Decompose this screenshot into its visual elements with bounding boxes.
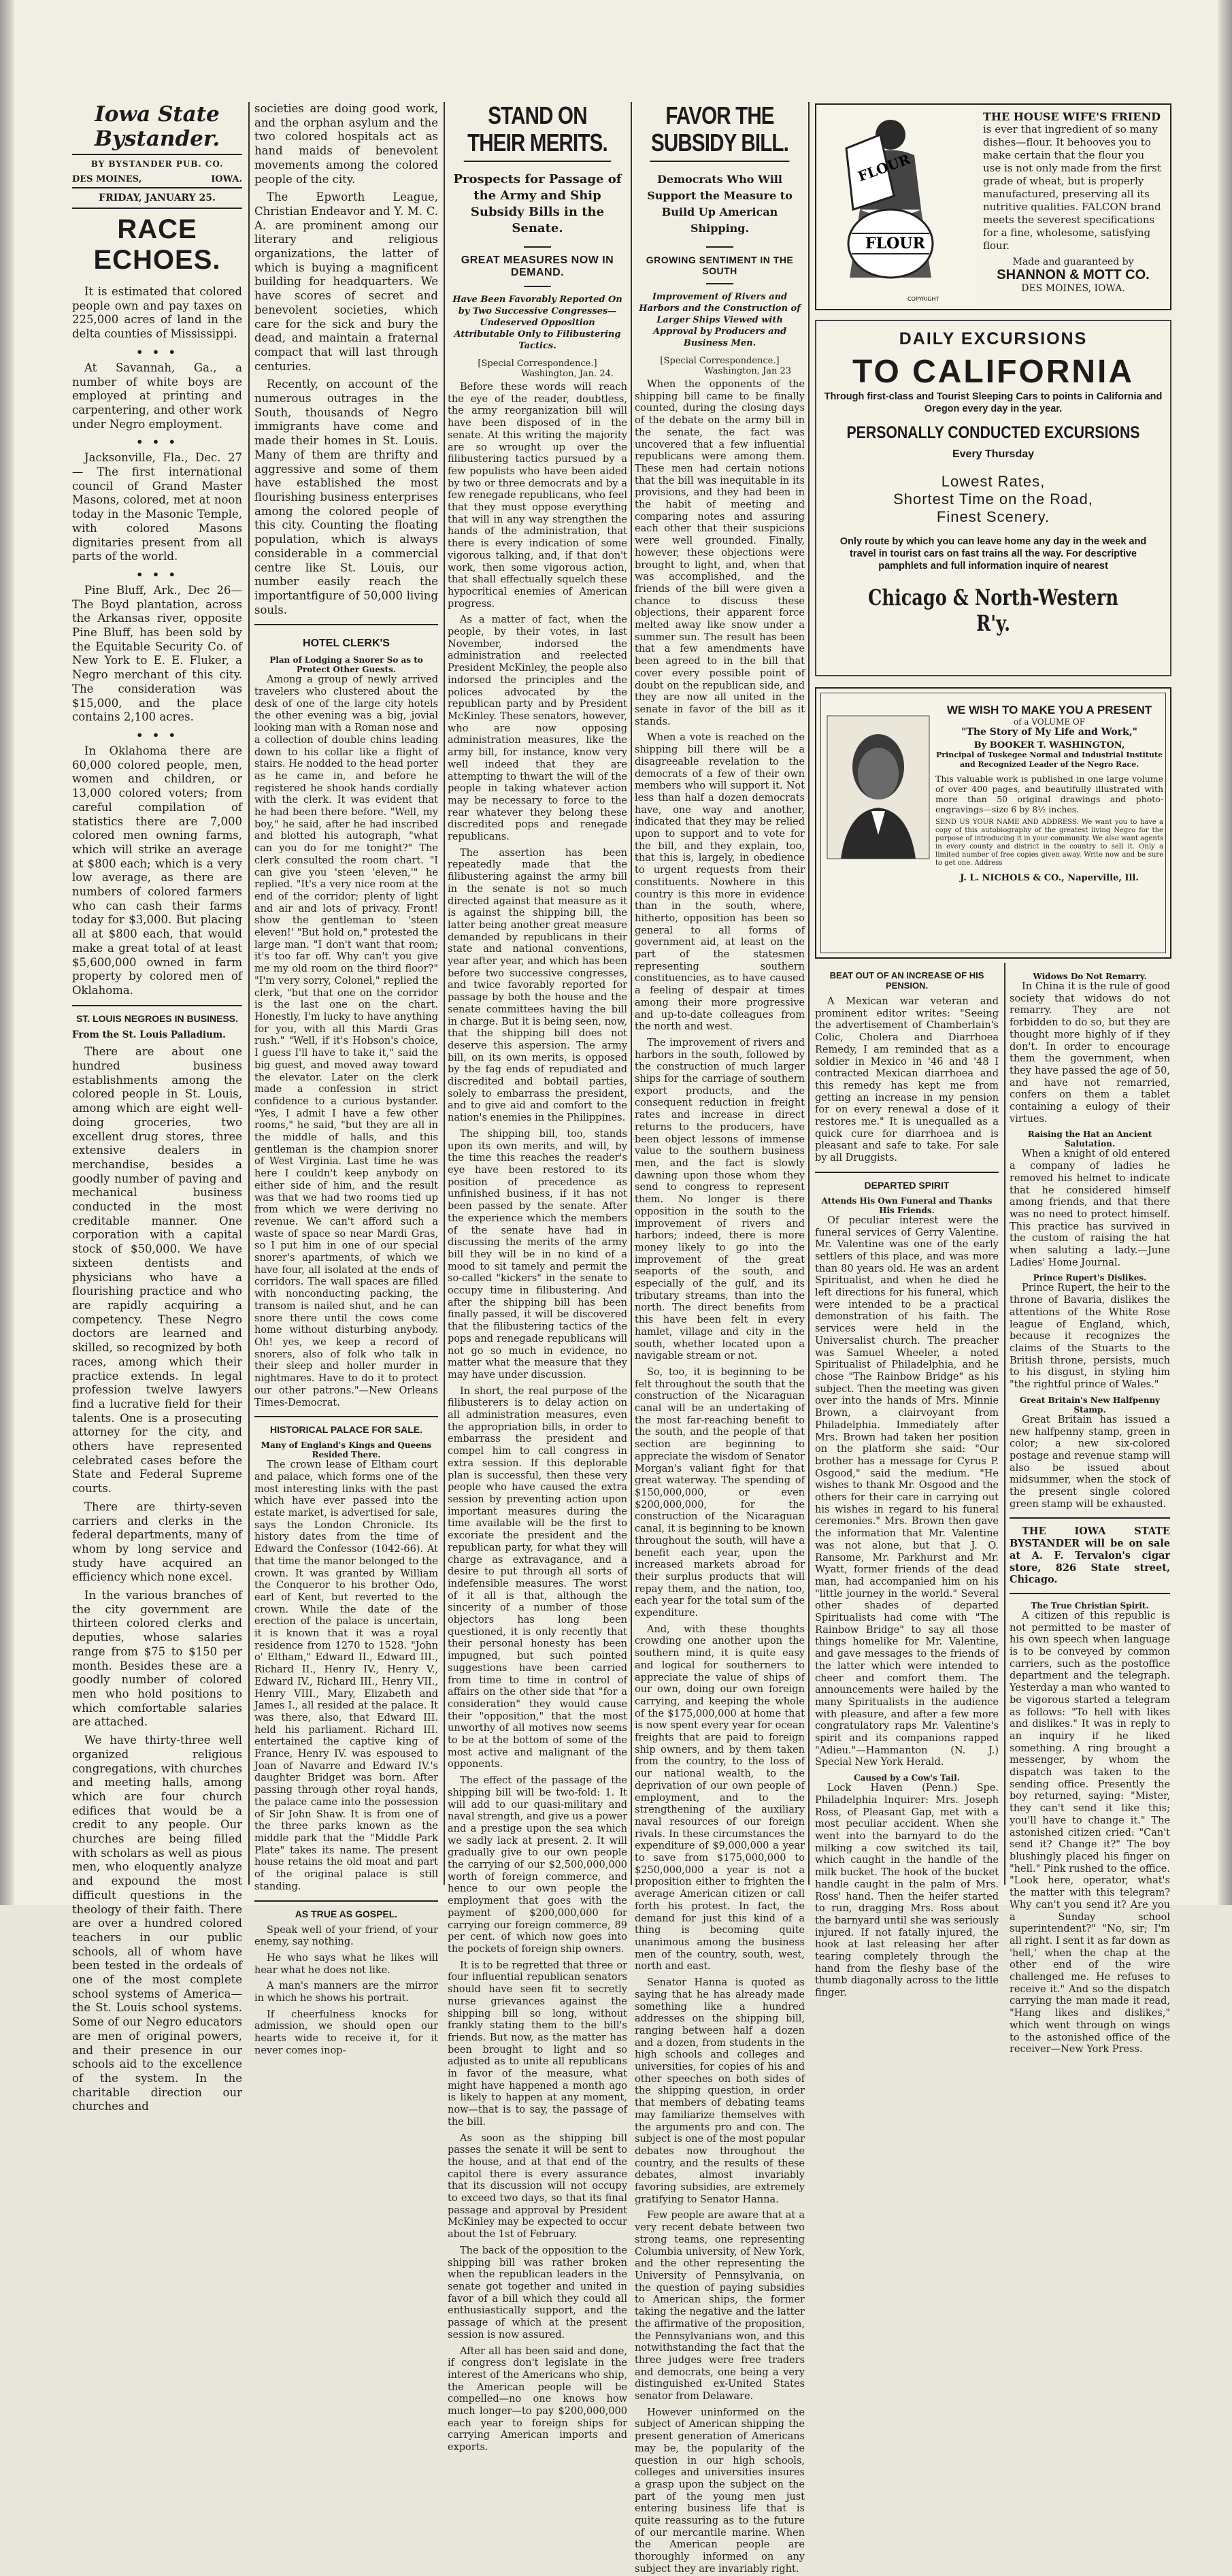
news-paragraph: societies are doing good work, and the orphan asylum and the two colored hospitals act as hand maids of benevolent movements among the colored people of the city. [254,102,438,186]
news-paragraph: The assertion has been repeatedly made that the filibustering against the army bill in the senate is not so much directed against that measure as it is against the shipping bill, the latter being another great measure demanded by republicans in their state and national conventions, year after year, and which has been before two successive congresses, and twice favorably reported for passage by both the house and the senate committees having the bill in charge. But it is being seen, now, that the shipping bill does not deserve this aspersion. The army bill, on its own merits, is opposed by the fag ends of repudiated and discredited and bobtail parties, solely to embarrass the president, and to give aid and comfort to the nation's enemies in the Philippines. [448,847,627,1124]
excursion-heading: DAILY EXCURSIONS [899,329,1088,348]
article-source: From the St. Louis Palladium. [72,1029,226,1040]
news-paragraph: As a matter of fact, when the people, by their votes, in last November, indorsed the administration and reelected President McKinley, the people also indorsed the principles and the polices advocated by the republican party and by President McKinley. These senators, however, who are now opposing administration measures, like the army bill, for instance, know very well indeed that they are attempting to thwart the will of the people in taking whatever action may be necessary to force to the rear whatever they belong these discredited pops and renegade republicans. [448,614,627,843]
article-title: HOTEL CLERK'S [303,638,390,650]
separator-dots: • • • [136,435,178,449]
book-ad-text [935,704,1163,883]
flour-barrel-label: FLOUR [865,235,925,252]
news-paragraph: As soon as the shipping bill passes the senate it will be sent to the house, and at that end of the capitol there is every assurance that its discussion will not occupy to exceed two days, so that its final passage and approval by President McKinley may be expected to occur about the 1st of February. [448,2132,627,2241]
book-author: By BOOKER T. WASHINGTON, [973,740,1125,750]
news-paragraph: We have thirty-three well organized religious congregations, with churches and meeting halls, among which are four church edifices that would be a credit to any people. Our churches are being filled with scholars as well as pious men, who eloquently analyze and expound the most difficult questions in the theology of their faith. There are over a hundred colored teachers in our public schools, all of whom have been tested in the ordeals of one of the most complete school systems of America—the St. Louis school systems. Some of our Negro educators are men of original powers, and their presence in our schools aid to the excellence of the system. In the charitable direction our churches and [72,1734,242,2113]
divider [706,246,733,248]
route-info: Only route by which you can leave home any day in the week and travel in tourist cars on fast trains all the way. For descriptive pamphlets and full information inquire of nearest [839,536,1147,572]
book-ad-address: J. L. NICHOLS & CO., Naperville, Ill. [960,873,1139,883]
article-title: DEPARTED SPIRIT [864,1179,950,1191]
news-paragraph: The shipping bill, too, stands upon its own merits, and will, by the time this reaches the reader's eye have been restored to its position of precedence as unfinished business, if it has not been passed by the senate. After the experience which the members of the senate have had in discussing the merits of the army bill they will be in no kind of a mood to sit tamely and permit the so-called "kickers" in the senate to occupy time in filibustering. And after the shipping bill has been finally passed, it will be discovered that the filibustering tactics of the pops and renegade republicans will not go so much in evidence, no matter what the measure that they may have under discussion. [448,1128,627,1381]
column-1 [72,102,242,2113]
article-title: BEAT OUT OF AN INCREASE OF HIS PENSION. [829,970,984,991]
separator-dots: • • • [136,728,178,742]
shortest-time: Shortest Time on the Road, [893,491,1093,508]
news-paragraph: After all has been said and done, if congress don't legislate in the interest of the Americans who ship, the American people will be compelled—no one knows how much longer—to pay $200,000,000 each year to foreign ships for carrying American imports and exports. [448,2345,627,2454]
issue-date: FRIDAY, JANUARY 25. [72,188,242,209]
news-paragraph: And, with these thoughts crowding one another upon the southern mind, it is quite easy and logical for southerners to appreciate the value of ships of our own, doing our own foreign carrying, and keeping the whole of the $175,000,000 at home that is now spent every year for ocean freights that are paid to foreign ship owners, and by them taken from the country, to the loss of our national wealth, to the deprivation of our own people of employment, and to the strengthening of the auxiliary naval resources of our foreign rivals. In these circumstances the expenditure of $9,000,000 a year to save from $175,000,000 to $250,000,000 a year is not a proposition either to frighten the average American citizen or call forth his protest. In fact, the demand for just this kind of a thing is becoming quite unanimous among the business men of the country, south, west, north and east. [635,1623,805,1972]
news-paragraph: A man's manners are the mirror in which he shows his portrait. [254,1981,438,2004]
finest-scenery: Finest Scenery. [936,508,1050,525]
news-paragraph: The Epworth League, Christian Endeavor and Y. M. C. A. are prominent among our literary and religious organizations, the latter of which is buying a magnificent building for headquarters. We have scores of secret and benevolent societies, which care for the sick and bury the dead, and maintain a fraternal compact that will last through centuries. [254,191,438,373]
column-rule [444,102,445,1885]
section-title: RACE ECHOES. [93,214,221,275]
news-paragraph: Pine Bluff, Ark., Dec 26—The Boyd plantation, across the Arkansas river, opposite Pine Bluff, has been sold by the Equitable Security Co. of New York to E. E. Fluker, a Negro merchant of this city. The consideration was $15,000, and the place contains 2,100 acres. [72,583,242,724]
correspondence-date: Washington, Jan 23 [704,366,791,376]
masthead-title: Iowa State Bystander. [72,102,242,155]
book-advertisement [815,687,1171,959]
news-paragraph: Recently, on account of the numerous outrages in the South, thousands of Negro immigrants have come and made their homes in St. Louis. Many of them are thrifty and aggressive and some of them have established the most flourishing business enterprises among the colored people of this city. Counting the floating population, which is always considerable in a commercial centre like St. Louis, our number easily reach the importantfigure of 50,000 living souls. [254,378,438,616]
flour-illustration [819,108,976,305]
railway-advertisement [815,320,1171,676]
news-paragraph: Jacksonville, Fla., Dec. 27— The first international council of Grand Master Masons, colored, met at noon today in the Masonic Temple, with colored Masons dignitaries present from all parts of the world. [72,451,242,563]
correspondence-date: Washington, Jan. 24. [521,369,614,379]
book-ad-sub: of a VOLUME OF [1013,717,1086,727]
article-title: Caused by a Cow's Tail. [854,1773,960,1783]
correspondence-label: [Special Correspondence.] [660,356,780,366]
news-paragraph: When the opponents of the shipping bill came to be finally counted, during the closing days of the debate on the army bill in the senate, the fact was uncovered that a few influential republicans were among them. These men had certain notions that the bill was inequitable in its provisions, and they had been in the habit of meeting and comparing notes and assuring each other that their suspicions were well grounded. Finally, however, these objections were brought to light, and, when that was accomplished, and the friends of the bill were given a chance to discuss these objections, their apparent force melted away like snow under a summer sun. The result has been that a few amendments have been agreed to in the bill that cover every possible point of doubt on the republican side, and they are now all united in the senate in favor of the bill as it stands. [635,379,805,727]
column-5 [815,966,999,1999]
divider [254,1416,438,1417]
divider [815,1172,999,1173]
article-title: Great Britain's New Halfpenny Stamp. [1019,1395,1161,1415]
flour-ad-text [983,110,1163,294]
news-paragraph: However uninformed on the subject of American shipping the present generation of Americans may be, the popularity of the question in our high schools, colleges and universities insures a grasp upon the subject on the part of the young men just entering business life that is quite reassuring as to the future of our mercantile marine. When the American people are thoroughly informed on any subject they are invariably right. [635,2407,805,2575]
news-paragraph: Before these words will reach the eye of the reader, doubtless, the army reorganization bill will have been disposed of in the senate. At this writing the majority are so wrought up over the filibustering tactics pursued by a few populists who have been aided by two or three democrats and by a few renegade republicans, who feel that they must oppose everything that will in any way strengthen the hands of the administration, that there is every indication of some vigorous talking, and, if that don't work, then some vigorous action, that shall effectually squelch these hypocritical enemies of American progress. [448,382,627,610]
news-paragraph: The improvement of rivers and harbors in the south, followed by the construction of much larger ships for the carriage of southern export products, and the consequent reduction in freight rates and increase in direct returns to the producers, have been object lessons of immense value to the southern business men, and the fact is slowly dawning upon those whom they send to congress to represent them. No longer is there opposition in the south to the improvement of rivers and harbors; indeed, there is more money likely to go into the improvement of the great seaports of the south, and especially of the gulf, and its tributary streams, than into the north. The direct benefits from this have been felt in every hamlet, village and city in the south, whether located upon a navigable stream or not. [635,1037,805,1362]
divider [72,1005,242,1006]
news-paragraph: He who says what he likes will hear what he does not like. [254,1952,438,1976]
column-3 [448,101,627,2454]
news-paragraph: A Mexican war veteran and prominent editor writes: "Seeing the advertisement of Chamberlain's Colic, Cholera and Diarrhoea Remedy, I am reminded that as a soldier in Mexico in '46 and '48 I contracted Mexican diarrhoea and this remedy has kept me from getting an increase in my pension for on every renewal a dose of it restores me." It is unequalled as a quick cure for diarrhoea and is pleasant and safe to take. For sale by all Druggists. [815,996,999,1164]
news-paragraph: In China it is the rule of good society that widows do not remarry. They are not forbidden to do so, but they are thought more highly of if they don't. In order to encourage them the government, when they have passed the age of 50, and have not remarried, confers on them a tablet containing a eulogy of their virtues. [1010,981,1170,1125]
article-title: The True Christian Spirit. [1031,1600,1149,1611]
article-deck: Plan of Lodging a Snorer So as to Protect Other Guests. [269,655,423,675]
news-paragraph: So, too, it is beginning to be felt throughout the south that the construction of the Nicaraguan canal will be an undertaking of the most far-reaching benefit to the south, and the people of that section are beginning to appreciate the wisdom of Senator Morgan's valiant fight for that great waterway. The spending of $150,000,000, or even $200,000,000, for the construction of the Nicaraguan canal, it is beginning to be known throughout the south, will have a benefit each year, upon the increased markets abroad for their surplus products that will repay them, and the nation, too, each year for the total sum of the expenditure. [635,1366,805,1619]
flour-ad-heading: THE HOUSE WIFE'S FRIEND [983,110,1161,123]
divider [254,1900,438,1902]
flour-banner-label: FLOUR [855,150,913,185]
divider [1010,1517,1170,1519]
news-paragraph: When a knight of old entered a company of ladies he removed his helmet to indicate that he considered himself among friends, and that there was no need to protect himself. This practice has survived in the custom of raising the hat when saluting a lady.—June Ladies' Home Journal. [1010,1149,1170,1268]
news-paragraph: The effect of the passage of the shipping bill will be two-fold: 1. It will add to our quasi-military and naval strength, and give us a power and a prestige upon the sea which we sadly lack at present. 2. It will gradually give to our own people the carrying of our $2,500,000,000 worth of foreign commerce, and hence to our own people the employment that goes with the payment of $200,000,000 for carrying our foreign commerce, 89 per cent. of which now goes into the pockets of foreign ship owners. [448,1775,627,1955]
news-paragraph: The crown lease of Eltham court and palace, which forms one of the most interesting links with the past which have ever passed into the estate market, is advertised for sale, says the London Chronicle. Its history dates from the time of Edward the Confessor (1042-66). At that time the manor belonged to the crown. It was granted by William the Conqueror to his brother Odo, earl of Kent, but reverted to the crown. While the date of the erection of the palace is uncertain, it is known that it was a royal residence from 1270 to 1528. "John o' Eltham," Edward II., Edward III., Richard II., Henry IV., Henry V., Edward IV., Richard III., Henry VII., Henry VIII., Mary, Elizabeth and James I., all resided at the palace. It was there, also, that Edward III. held his parliament. Richard III. entertained the captive king of France, Henry IV. was espoused to Joan of Navarre and Edward IV.'s daughter Bridget was born. After passing through other royal hands, the palace came into the possession of Sir John Shaw. It is from one of the three parks known as the middle park that the "Middle Park Plate" takes its name. The present house retains the old moat and part of the original palace is still standing. [254,1459,438,1892]
news-paragraph: It is estimated that colored people own and pay taxes on 225,000 acres of land in the delta counties of Mississippi. [72,285,242,341]
news-paragraph: There are thirty-seven carriers and clerks in the federal departments, many of whom by long service and study have acquired an efficiency which none excel. [72,1500,242,1584]
book-ad-body: This valuable work is published in one large volume of over 400 pages, and beautifully illustrated with more than 50 original drawings and photo-engravings—size 6 by 8½ inches. [935,774,1163,814]
column-rule [631,102,632,1885]
news-paragraph: A citizen of this republic is not permitted to be master of his own speech when language is to be conveyed by common carriers, such as the postoffice department and the telegraph. Yesterday a man who wanted to be vigorous started a telegram as follows: "To hell with likes and dislikes." It was in reply to an inquiry if he liked something. A ring brought a messenger, by whom the dispatch was taken to the sending office. Presently the boy returned, saying: "Mister, they can't send it like this; you'll have to change it." The astonished citizen cried: "Can't send it? Change it?" The boy blushingly placed his finger on "hell." Pink rushed to the office. "Look here, operator, what's the matter with this telegram? Why can't you send it? Are you a Sunday school superintendent?" "No, sir; I'm all right. I sent it as far down as 'hell,' when the chap at the other end of the wire challenged me. He refuses to receive it." And so the dispatch carrying the man made it read, "Hang likes and dislikes," which went through on wings to the astonished office of the receiver—New York Press. [1010,1610,1170,2055]
every-thursday: Every Thursday [952,448,1035,460]
article-deck: Attends His Own Funeral and Thanks His Friends. [821,1195,993,1215]
lowest-rates: Lowest Rates, [941,473,1046,490]
masthead-location [72,171,242,188]
article-title: HISTORICAL PALACE FOR SALE. [269,1424,422,1436]
article-title: Widows Do Not Remarry. [1033,972,1147,981]
flour-ad-city: DES MOINES, IOWA. [1021,283,1125,294]
news-paragraph: In the various branches of the city government are thirteen colored clerks and deputies, whose salaries range from $75 to $150 per month. Besides these are a goodly number of colored men who hold positions to which comfortable salaries are attached. [72,1589,242,1729]
news-paragraph: Senator Hanna is quoted as saying that he has already made something like a hundred addresses on the shipping bill, ranging between half a dozen and a dozen, from students in the high schools and colleges and universities, for copies of his and other speeches on both sides of the shipping question, in order that members of debating teams may familiarize themselves with the arguments pro and con. The subject is one of the most popular debates now throughout the country, and the results of these debates, almost invariably favoring subsidies, are extremely gratifying to Senator Hanna. [635,1977,805,2205]
author-title: Principal of Tuskegee Normal and Industrial Institute and Recognized Leader of the Negro Race. [936,750,1163,769]
news-paragraph: Of peculiar interest were the funeral services of Gerry Valentine. Mr. Valentine was one of the early settlers of this place, and was more than 80 years old. He was an ardent Spiritualist, and when he died he left directions for his funeral, which were intended to be a practical demonstration of his faith. The services were held in the Universalist church. The preacher was Samuel Wheeler, a noted Spiritualist of Philadelphia, and he chose "The Rainbow Bridge" as his subject. Then the meeting was given over into the hands of Mrs. Minnie Brown, a clairvoyant from Philadelphia. Immediately after Mrs. Brown had taken her position on the platform she said: "Our brother has a message for Cyrus P. Osgood," said the medium. "He wishes to thank Mr. Osgood and the others for their care in carrying out his wishes in regard to his funeral ceremonies." Mrs. Brown then gave the information that Mr. Valentine was not alone, but that J. O. Ransome, Mr. Parkhurst and Mr. Wyatt, former friends of the dead man, had accompanied him on his "little journey in the world." Several other shades of departed Spiritualists had come with "The Rainbow Bridge" to say all those things homelike for Mr. Valentine, and gave messages to the friends of the latter which were intended to cheer and comfort them. The announcements were hailed by the many Spiritualists in the audience with pleasure, and after a few more congratulatory raps Mr. Valentine's spirit and its companions rapped "Adieu."—Hammanton (N. J.) Special New York Herald. [815,1215,999,1768]
railway-name: Chicago & North-Western R'y. [868,584,1118,636]
news-paragraph: When a vote is reached on the shipping bill there will be a disagreeable revelation to the democrats of a few of their own members who will support it. Not less than half a dozen democrats have, one way and another, indicated that they may be relied upon to support and to vote for the bill, and they explain, too, that this is, largely, in obedience to urgent requests from their constituents. Nowhere in this country is this more in evidence than in the south, where, hitherto, opposition has been so general to all forms of government aid, at least on the part of the statesmen representing southern constituencies, as to have caused a feeling of despair at times among their more progressive and up-to-date colleagues from the north and west. [635,732,805,1033]
flour-ad-maker: SHANNON & MOTT CO. [997,267,1150,282]
headline-subdeck: GREAT MEASURES NOW IN DEMAND. [461,254,614,278]
separator-dots: • • • [136,345,178,359]
flour-advertisement [815,103,1171,310]
news-paragraph: Speak well of your friend, of your enemy, say nothing. [254,1924,438,1948]
column-6 [1010,966,1170,2055]
masthead-publisher: BY BYSTANDER PUB. CO. [90,159,224,169]
book-ad-send: SEND US YOUR NAME AND ADDRESS. We want you to have a copy of this autobiography of the greatest living Negro for the purpose of introducing it in your community. We also want agents in every county and district in the country to sell it. Only a limited number of free copies given away. Write now and be sure to get one. Address [935,819,1163,867]
headline-deck: Prospects for Passage of the Army and Ship Subsidy Bills in the Senate. [453,172,622,235]
portrait-illustration [827,716,929,859]
masthead-state: IOWA. [211,174,242,184]
correspondence-label: [Special Correspondence.] [478,359,597,369]
news-paragraph: Great Britain has issued a new halfpenny stamp, green in color; a new six-colored postage and revenue stamp will also be issued about midsummer, when the stock of the present single colored green stamp will be exhausted. [1010,1414,1170,1510]
flour-copyright: COPYRIGHT [908,296,939,302]
page-edge-right [1218,0,1232,1905]
headline-summary: Have Been Favorably Reported On by Two Successive Congresses—Undeserved Opposition Attributable Only to Filibustering Tactics. [452,295,622,351]
news-paragraph: It is to be regretted that three or four influential republican senators should have seen fit to secretly nurse grievances against the shipping bill so long, without frankly stating them to the bill's friends. But now, as the matter has been brought to light and so adjusted as to unite all republicans in favor of the measure, what might have happened a month ago is likely to happen at any moment, now—that is to say, the passage of the bill. [448,1960,627,2128]
headline-deck: Democrats Who Will Support the Measure to Build Up American Shipping. [647,173,793,235]
news-paragraph: The back of the opposition to the shipping bill was rather broken when the republican leaders in the senate got together and united in favor of a bill which they could all enthusiastically support, and the passage of which at the present session is now assured. [448,2245,627,2341]
news-paragraph: In short, the real purpose of the filibusterers is to delay action on all administration measures, even the appropriation bills, in order to embarrass the president and compel him to call congress in extra session. If this deplorable plan is successful, then these very people who have caused the extra session by preventing action upon important measures during the time available will be the first to excoriate the president and the republican party, for what they will charge as extravagance, and a desire to put through all sorts of indefensible measures. The worst of it all is that, although the sincerity of a number of those objectors has long been questioned, it is only recently that their personal honesty has been impugned, but such pointed suggestions have been carried from time to time in control of affairs on the other side that "for a consideration" they would cause their "opposition," that the most unworthy of all motives now seems to be at the bottom of some of the most active and malignant of the opponents. [448,1385,627,1770]
news-paragraph: If cheerfulness knocks for admission, we should open our hearts wide to receive it, for it never comes inop- [254,2009,438,2056]
news-paragraph: Prince Rupert, the heir to the throne of Bavaria, dislikes the attentions of the White Rose league of England, which, because it recognizes the claims of the Stuarts to the British throne, persists, much to his disgust, in styling him "the rightful prince of Wales." [1010,1283,1170,1391]
headline: STAND ON THEIR MERITS. [464,102,611,162]
article-title: ST. LOUIS NEGROES IN BUSINESS. [76,1012,239,1024]
book-ad-heading: WE WISH TO MAKE YOU A PRESENT [946,704,1152,716]
sale-notice: THE IOWA STATE BYSTANDER will be on sale at A. F. Tervalon's cigar store, 826 State street, Chicago. [1010,1525,1170,1586]
personally-conducted-heading: PERSONALLY CONDUCTED EXCURSIONS [846,423,1140,442]
divider [706,283,733,284]
news-paragraph: Among a group of newly arrived travelers who clustered about the desk of one of the large city hotels the other evening was a big, jovial looking man with a Roman nose and a collection of double chins leading down to his collar like a flight of stairs. He nodded to the head porter as he came in, and before he registered he shook hands cordially with the clerk. It was evident that he had been there before. "Well, my boy," he said, after he had inscribed and blotted his autograph, "what can you do for me tonight?" The clerk consulted the room chart. "I can give you 'steen 'eleven,'" he replied. "It's a very nice room at the end of the corridor; plenty of light and air and lots of privacy. Front! show the gentleman to 'steen eleven!' "But hold on," protested the large man. "I don't want that room; it's too far off. Why can't you give me my old room on the third floor?" "I'm very sorry, Colonel," replied the clerk, "but that one on the corridor is the last one on the chart. Honestly, I'm lucky to have anything for you, with all this Mardi Gras rush." "Well, if it's Hobson's choice, I guess I'll have to take it," said the big guest, and moved away toward the elevator. Later on the clerk made a confession in strict confidence to a curious bystander. "Yes, I admit I have a few other rooms," he said, "but they are all in the middle of halls, and this gentleman is the champion snorer of West Virginia. Last time he was here I couldn't keep anybody on either side of him, and the result was that we had two rooms tied up from which we were deriving no revenue. We can't afford such a waste of space so near Mardi Gras, so I put him in one of our special snorer's apartments, of which we have four, all isolated at the ends of corridors. The wall spaces are filled with nonconducting packing, the transom is nailed shut, and he can snore there until the cows come home without disturbing anybody. Oh! yes, we keep a record of snorers, also of folk who talk in their sleep and holler murder in nightmares. Have to do it to protect our other patrons."—New Orleans Times-Democrat. [254,674,438,1408]
headline-subdeck: GROWING SENTIMENT IN THE SOUTH [646,254,794,276]
article-deck: Many of England's Kings and Queens Resided There. [261,1440,432,1460]
divider [524,246,551,248]
news-paragraph: There are about one hundred business establishments among the colored people in St. Louis, among which are eight well-doing groceries, two excellent drug stores, three extensive dealers in merchandise, besides a goodly number of paving and mechanical business conducted in the most creditable manner. One corporation with a capital stock of $50,000. We have sixteen dentists and physicians who have a flourishing practice and who are rapidly acquiring a competency. These Negro doctors are learned and skilled, so recognized by both races, among which their practice extends. In legal profession twelve lawyers find a lucrative field for their talents. One is a prosecuting attorney for the city, and others have represented celebrated cases before the State and Federal Supreme courts. [72,1045,242,1496]
column-2 [254,102,438,2056]
article-title: AS TRUE AS GOSPEL. [295,1908,398,1919]
separator-dots: • • • [136,567,178,581]
headline: FAVOR THE SUBSIDY BILL. [650,102,790,162]
column-rule [808,102,810,1885]
news-paragraph: At Savannah, Ga., a number of white boys are employed at printing and carpentering, and other work under Negro employment. [72,361,242,431]
divider [524,286,551,287]
page-edge-left [0,0,14,1905]
column-4 [635,101,805,2575]
headline-summary: Improvement of Rivers and Harbors and the Construction of Larger Ships Viewed with Approval by Producers and Business Men. [639,292,801,348]
news-paragraph: In Oklahoma there are 60,000 colored people, men, women and children, or 13,000 colored voters; from careful compilation of statistics there are 7,000 colored men owning farms, which will strike an average at $800 each; which is a very low average, as there are numbers of colored farmers who can cash their farms today for $3,000. But placing all at $800 each, that would make a great total of at least $5,600,000 owned in farm property by colored men of Oklahoma. [72,744,242,997]
news-paragraph: Lock Haven (Penn.) Spe. Philadelphia Inquirer: Mrs. Joseph Ross, of Pleasant Gap, met with a most peculiar accident. When she went into the barnyard to do the milking a cow switched its tail, which caught in the handle of the milk bucket. The hook of the bucket handle caught in the palm of Mrs. Ross' hand. Then the heifer started to run, dragging Mrs. Ross about the barnyard until she was seriously injured. If not fatally injured, the hook at last releasing her after tearing completely through the hand from the fleshy base of the thumb diagonally across to the little finger. [815,1783,999,1999]
divider [254,624,438,625]
column-rule [1004,963,1005,1885]
destination-heading: TO CALIFORNIA [852,354,1135,390]
column-rule [248,102,250,1885]
news-paragraph: Few people are aware that at a very recent debate between two strong teams, one representing Columbia university, of New York, and the other representing the University of Pennsylvania, on the question of paying subsidies to American ships, the former taking the negative and the latter the affirmative of the proposition, the Pennsylvanians won, and this notwithstanding the fact that the three judges were free traders and democrats, one being a very distinguished ex-United States senator from Delaware. [635,2210,805,2402]
flour-ad-guaranteed: Made and guaranteed by [1012,257,1134,267]
article-title: Prince Rupert's Dislikes. [1033,1273,1147,1283]
divider [1010,1593,1170,1594]
masthead-city: DES MOINES, [72,174,142,184]
flour-ad-body: is ever that ingredient of so many dishes—flour. It behooves you to make certain that the flour you use is not only made from the first grade of wheat, but is properly manufactured, preserving all its nutritive qualities. FALCON brand meets the severest specifications for a fine, wholesome, satisfying flour. [983,123,1161,252]
book-title: "The Story of My Life and Work," [961,727,1137,738]
route-description: Through first-class and Tourist Sleeping Cars to points in California and Oregon every day in the year. [824,391,1163,414]
article-title: Raising the Hat an Ancient Salutation. [1027,1129,1152,1149]
